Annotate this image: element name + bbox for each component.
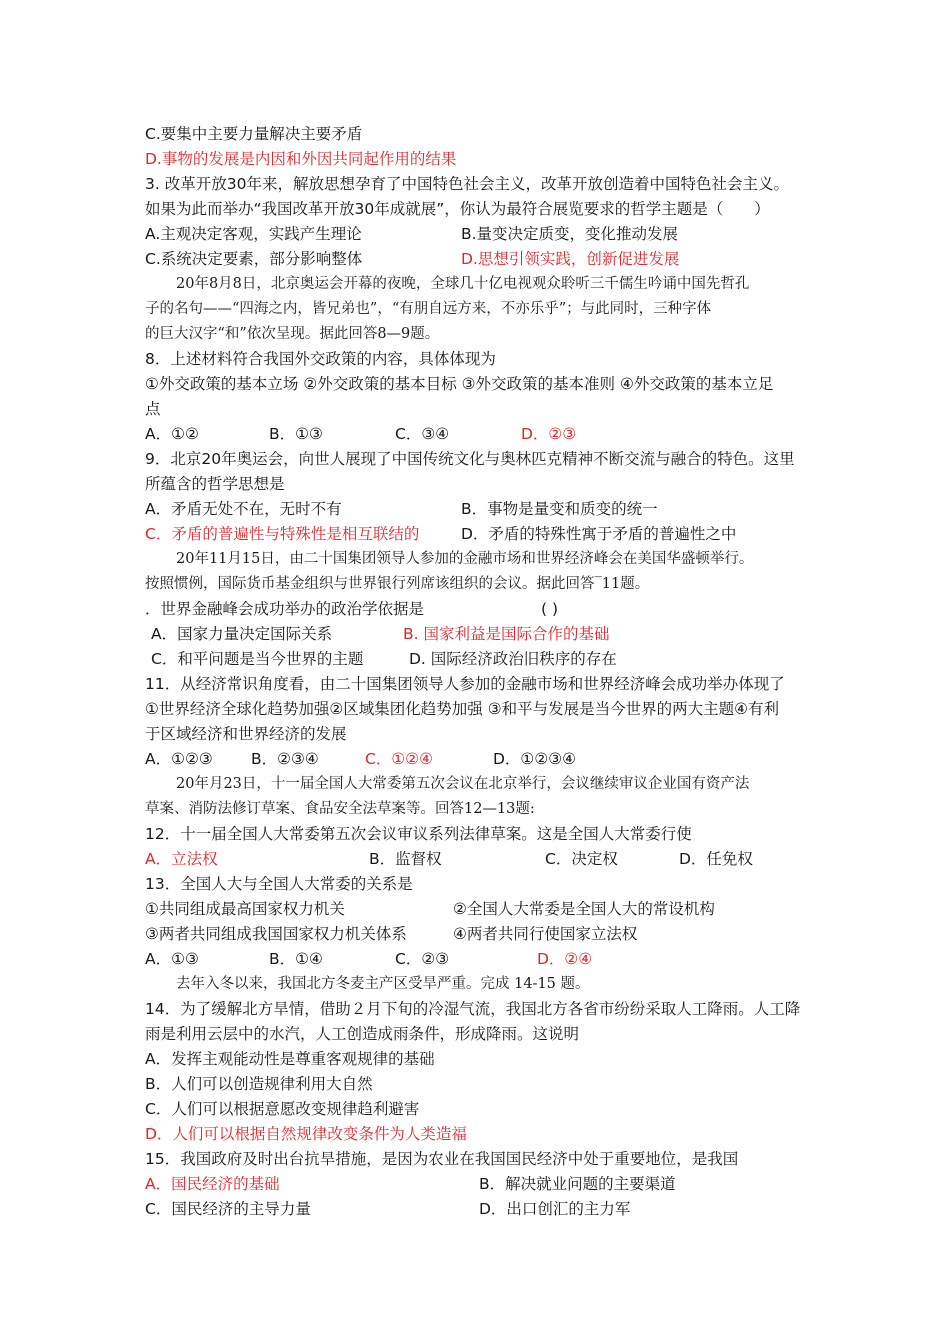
option-b: B．监督权 bbox=[369, 850, 442, 868]
passage-line: 草案、消防法修订草案、食品安全法草案等。回答12—13题: bbox=[145, 801, 535, 817]
option-a: A．①③ bbox=[145, 950, 199, 968]
item-2: ②全国人大常委是全国人大的常设机构 bbox=[453, 900, 715, 918]
passage-line: 去年入冬以来，我国北方冬麦主产区受旱严重。完成 14-15 题。 bbox=[176, 976, 590, 992]
option-b: B．解决就业问题的主要渠道 bbox=[479, 1175, 676, 1193]
question-8-items: ①外交政策的基本立场 ②外交政策的基本目标 ③外交政策的基本准则 ④外交政策的基本立足 bbox=[145, 375, 774, 393]
option-b: B．事物是量变和质变的统一 bbox=[461, 500, 658, 518]
item-4: ④两者共同行使国家立法权 bbox=[453, 925, 638, 943]
option-b: B．①④ bbox=[269, 950, 323, 968]
option-a: A．矛盾无处不在，无时不有 bbox=[145, 500, 342, 518]
passage-line: 20年月23日，十一届全国人大常委第五次会议在北京举行，会议继续审议企业国有资产法 bbox=[176, 776, 750, 792]
item-1: ①共同组成最高国家权力机关 bbox=[145, 900, 345, 918]
option-a: A．①②③ bbox=[145, 750, 213, 768]
option-b: B．②③④ bbox=[251, 750, 319, 768]
option-b: B．①③ bbox=[269, 425, 323, 443]
question-9-cont: 所蕴含的哲学思想是 bbox=[145, 475, 285, 493]
option-c: C.系统决定要素，部分影响整体 bbox=[145, 250, 363, 268]
option-d: D．矛盾的特殊性寓于矛盾的普遍性之中 bbox=[461, 525, 737, 543]
option-c: C．人们可以根据意愿改变规律趋利避害 bbox=[145, 1100, 420, 1118]
option-b: B．人们可以创造规律利用大自然 bbox=[145, 1075, 373, 1093]
answer-option: D.事物的发展是内因和外因共同起作用的结果 bbox=[145, 150, 457, 168]
option-c: C．决定权 bbox=[545, 850, 618, 868]
question-10-text: ．世界金融峰会成功举办的政治学依据是 bbox=[145, 600, 425, 618]
answer-option-a: A．立法权 bbox=[145, 850, 218, 868]
option-d: D．任免权 bbox=[679, 850, 753, 868]
question-15: 15．我国政府及时出台抗旱措施，是因为农业在我国国民经济中处于重要地位，是我国 bbox=[145, 1150, 739, 1168]
question-11-items-cont: 于区域经济和世界经济的发展 bbox=[145, 725, 347, 743]
option-c: C．国民经济的主导力量 bbox=[145, 1200, 311, 1218]
answer-option-c: C．①②④ bbox=[365, 750, 434, 768]
question-11-items: ①世界经济全球化趋势加强②区域集团化趋势加强 ③和平与发展是当今世界的两大主题④有利 bbox=[145, 700, 780, 718]
question-3-cont: 如果为此而举办“我国改革开放30年成就展”，你认为最符合展览要求的哲学主题是（ ） bbox=[145, 200, 770, 218]
option-a: A．①② bbox=[145, 425, 199, 443]
option-d: D．①②③④ bbox=[493, 750, 577, 768]
passage-line: 的巨大汉字“和”依次呈现。据此回答8—9题。 bbox=[145, 326, 440, 342]
answer-option-d: D.思想引领实践，创新促进发展 bbox=[461, 250, 680, 268]
question-9: 9．北京20年奥运会，向世人展现了中国传统文化与奥林匹克精神不断交流与融合的特色。这里 bbox=[145, 450, 795, 468]
passage-line: 子的名句——“四海之内，皆兄弟也”，“有朋自远方来，不亦乐乎”；与此同时，三种字体 bbox=[145, 301, 712, 317]
answer-blank: ( ) bbox=[541, 600, 559, 618]
question-3: 3. 改革开放30年来，解放思想孕育了中国特色社会主义，改革开放创造着中国特色社会主义。 bbox=[145, 175, 789, 193]
passage-line: 20年8月8日，北京奥运会开幕的夜晚，全球几十亿电视观众聆听三千儒生吟诵中国先哲孔 bbox=[176, 276, 750, 292]
passage-line: 按照惯例，国际货币基金组织与世界银行列席该组织的会议。据此回答‾11题。 bbox=[145, 576, 650, 592]
question-13: 13．全国人大与全国人大常委的关系是 bbox=[145, 875, 413, 893]
question-14: 14．为了缓解北方旱情，借助２月下旬的冷湿气流，我国北方各省市纷纷采取人工降雨。人工降 bbox=[145, 1000, 801, 1018]
answer-option-b: B. 国家利益是国际合作的基础 bbox=[403, 625, 610, 643]
option-a: A．国家力量决定国际关系 bbox=[151, 625, 333, 643]
answer-option-d: D．人们可以根据自然规律改变条件为人类造福 bbox=[145, 1125, 467, 1143]
option-d: D. 国际经济政治旧秩序的存在 bbox=[409, 650, 617, 668]
option-b: B.量变决定质变，变化推动发展 bbox=[461, 225, 679, 243]
option-a: A．发挥主观能动性是尊重客观规律的基础 bbox=[145, 1050, 435, 1068]
question-8-items-cont: 点 bbox=[145, 400, 161, 418]
option-c: C．②③ bbox=[395, 950, 450, 968]
option-d: D．出口创汇的主力军 bbox=[479, 1200, 631, 1218]
option-a: A.主观决定客观，实践产生理论 bbox=[145, 225, 362, 243]
option-c: C．和平问题是当今世界的主题 bbox=[151, 650, 364, 668]
answer-option-c: C．矛盾的普遍性与特殊性是相互联结的 bbox=[145, 525, 420, 543]
question-8: 8．上述材料符合我国外交政策的内容，具体体现为 bbox=[145, 350, 496, 368]
answer-option-a: A．国民经济的基础 bbox=[145, 1175, 280, 1193]
answer-option-d: D．②③ bbox=[521, 425, 577, 443]
item-3: ③两者共同组成我国国家权力机关体系 bbox=[145, 925, 407, 943]
question-14-cont: 雨是利用云层中的水汽，人工创造成雨条件，形成降雨。这说明 bbox=[145, 1025, 580, 1043]
question-11: 11．从经济常识角度看，由二十国集团领导人参加的金融市场和世界经济峰会成功举办体现了 bbox=[145, 675, 785, 693]
passage-line: 20年11月15日，由二十国集团领导人参加的金融市场和世界经济峰会在美国华盛顿举行。 bbox=[176, 551, 754, 567]
answer-option-d: D．②④ bbox=[537, 950, 593, 968]
option-line: C.要集中主要力量解决主要矛盾 bbox=[145, 125, 363, 143]
question-12: 12．十一届全国人大常委第五次会议审议系列法律草案。这是全国人大常委行使 bbox=[145, 825, 692, 843]
option-c: C．③④ bbox=[395, 425, 450, 443]
